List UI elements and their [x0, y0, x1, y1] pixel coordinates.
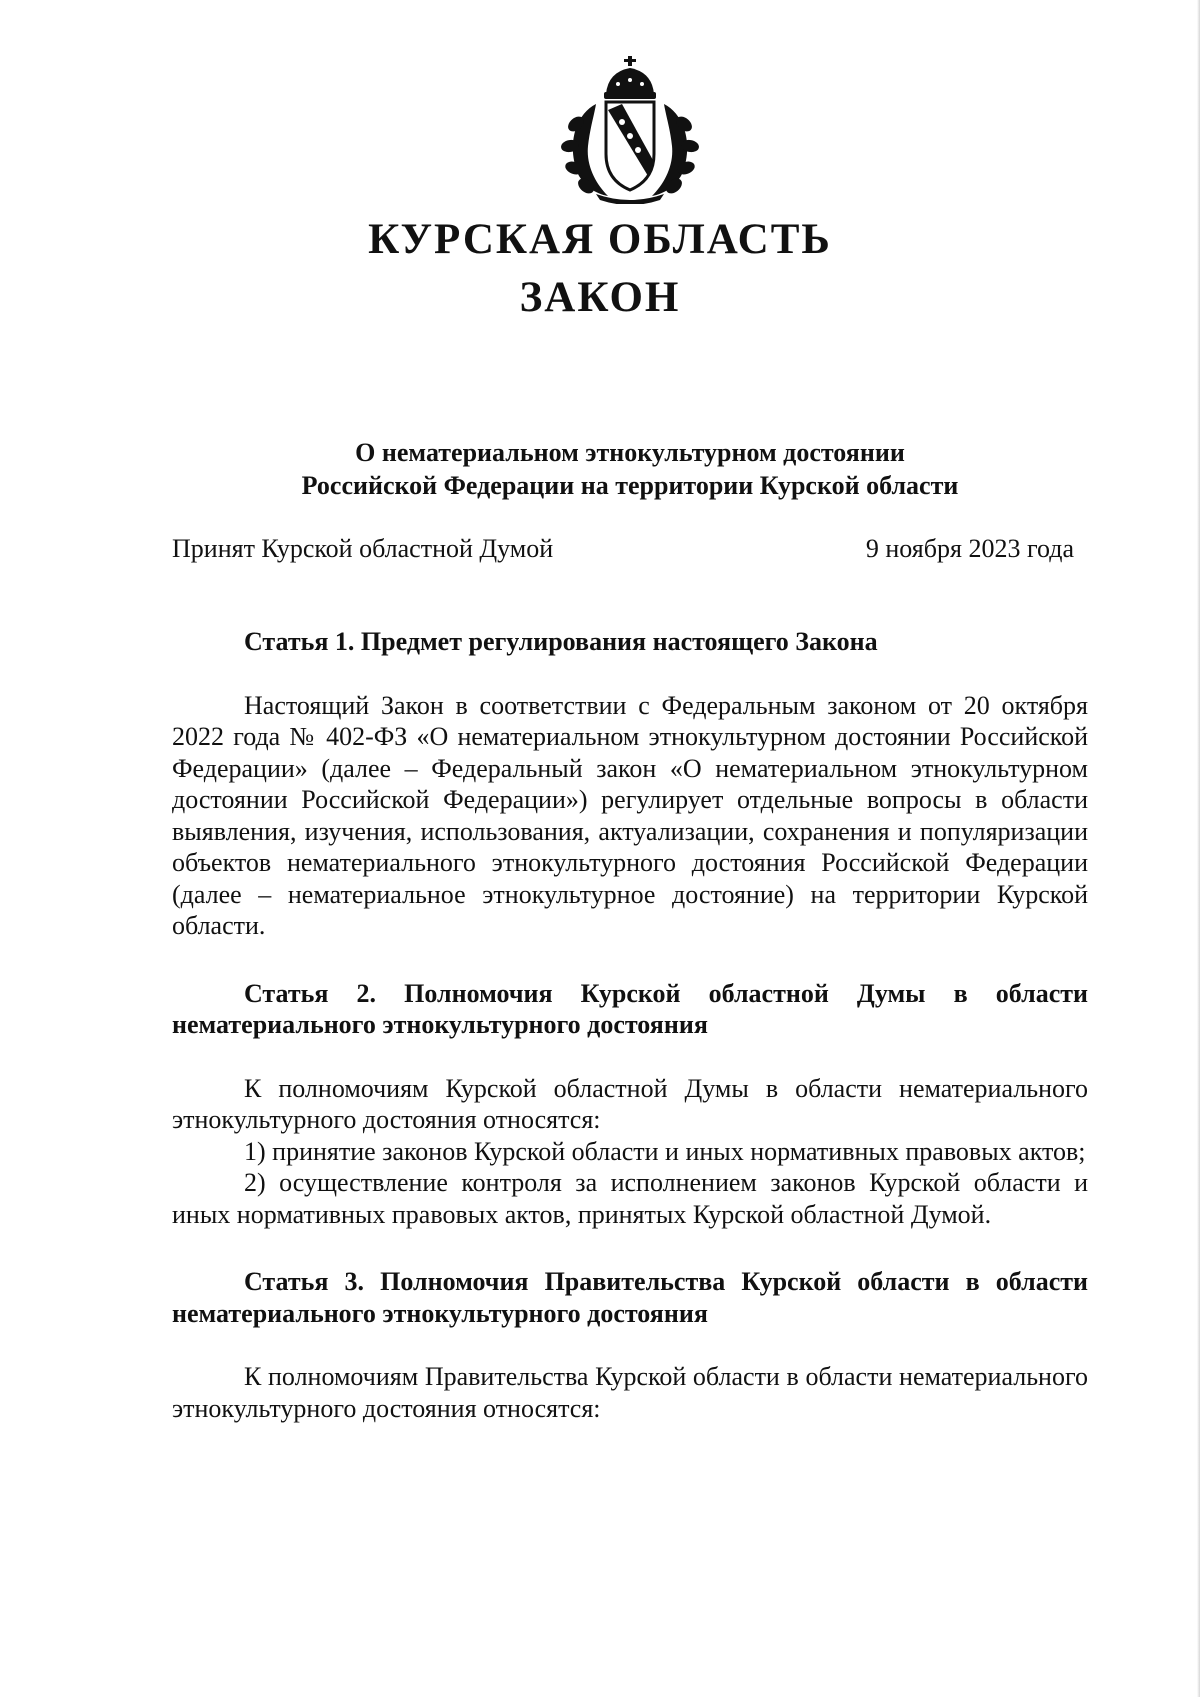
- region-title: КУРСКАЯ ОБЛАСТЬ: [368, 216, 832, 263]
- adopted-date: 9 ноября 2023 года: [865, 534, 1074, 563]
- article-2-item-1: 1) принятие законов Курской области и иных нормативных правовых актов;: [244, 1136, 1086, 1166]
- law-subject-line-1: О нематериальном этнокультурном достоянии: [355, 438, 905, 467]
- adopted-by: Принят Курской областной Думой: [172, 534, 554, 563]
- adoption-info: [172, 532, 1074, 565]
- law-body: [172, 626, 1088, 1424]
- article-2-item-2: 2) осуществление контроля за исполнением законов Курской области и иных нормативных правовых актов, принятых Курской областной Думой.: [172, 1168, 1088, 1229]
- law-subject-line-2: Российской Федерации на территории Курской области: [301, 471, 959, 500]
- article-1-heading: Статья 1. Предмет регулирования настоящего Закона: [244, 627, 878, 656]
- kursk-coat-of-arms-emblem: [556, 54, 704, 204]
- article-2-heading: Статья 2. Полномочия Курской областной Думы в области нематериального этнокультурного достояния: [172, 978, 1088, 1039]
- article-3-heading: Статья 3. Полномочия Правительства Курской области в области нематериального этнокультурного достояния: [172, 1267, 1088, 1328]
- law-subject-title: [170, 436, 1090, 502]
- article-2-paragraph: К полномочиям Курской областной Думы в области нематериального этнокультурного достояния относятся:: [172, 1073, 1088, 1134]
- document-type-title: ЗАКОН: [519, 274, 681, 321]
- article-1-paragraph: Настоящий Закон в соответствии с Федеральным законом от 20 октября 2022 года № 402-ФЗ «О нематериальном этнокультурном достоянии Российской Федерации» (далее – Федеральный закон «О нематериальном этнокультурном достоянии Российской Федерации») регулирует отдельные вопросы в области выявления, изучения, использования, актуализации, сохранения и популяризации объектов нематериального этнокультурного достояния Российской Федерации (далее – нематериальное этнокультурное достояние) на территории Курской области.: [172, 690, 1088, 940]
- article-3-paragraph: К полномочиям Правительства Курской области в области нематериального этнокультурного достояния относятся:: [172, 1362, 1088, 1423]
